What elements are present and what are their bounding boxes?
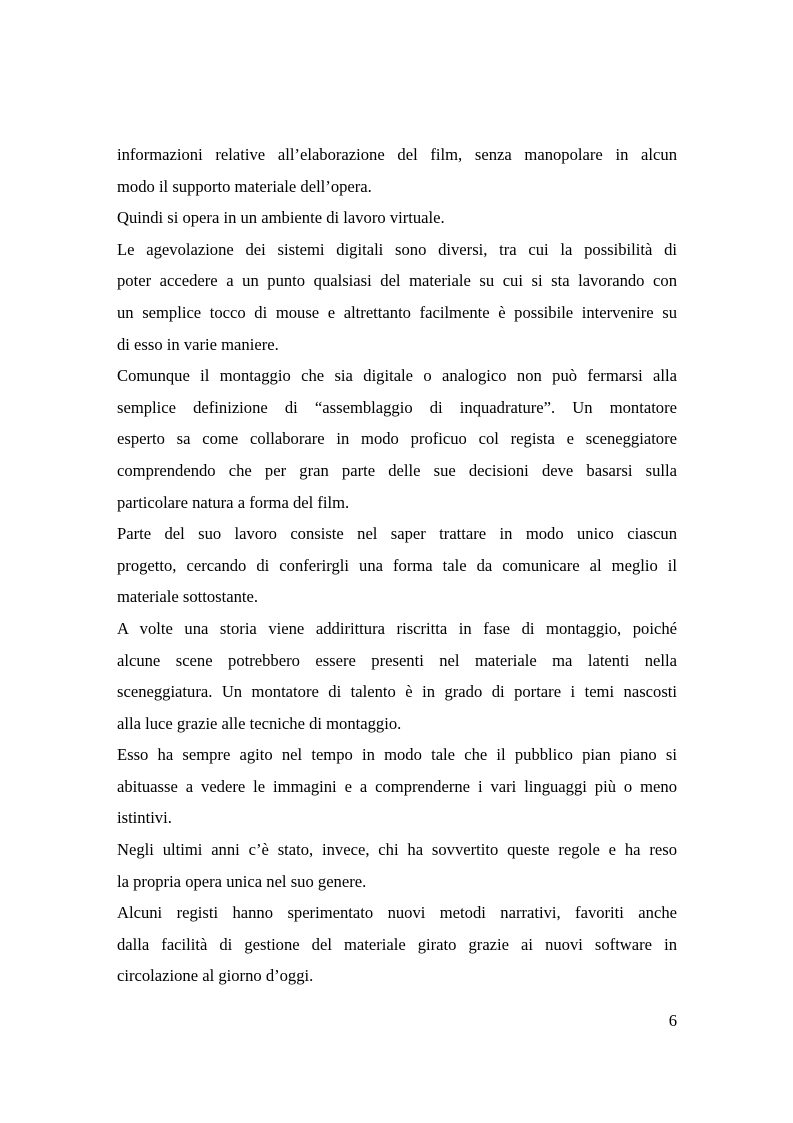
text-line: Quindi si opera in un ambiente di lavoro virtuale. <box>117 208 445 228</box>
text-line: abituasse a vedere le immagini e a comprenderne i vari linguaggi più o meno <box>117 776 677 796</box>
text-line: Le agevolazione dei sistemi digitali sono diversi, tra cui la possibilità di <box>117 239 677 259</box>
text-line: alla luce grazie alle tecniche di montaggio. <box>117 713 402 733</box>
text-line: particolare natura a forma del film. <box>117 492 350 512</box>
text-line: comprendendo che per gran parte delle sue decisioni deve basarsi sulla <box>117 460 677 480</box>
text-line: Esso ha sempre agito nel tempo in modo tale che il pubblico pian piano si <box>117 745 677 765</box>
text-line: semplice definizione di “assemblaggio di inquadrature”. Un montatore <box>117 397 677 417</box>
text-line: informazioni relative all’elaborazione del film, senza manopolare in alcun <box>117 145 677 164</box>
text-line: A volte una storia viene addirittura riscritta in fase di montaggio, poiché <box>117 618 677 638</box>
text-line: materiale sottostante. <box>117 587 258 607</box>
text-line: di esso in varie maniere. <box>117 334 279 354</box>
text-line: Alcuni registi hanno sperimentato nuovi metodi narrativi, favoriti anche <box>117 903 677 923</box>
text-line: istintivi. <box>117 808 172 828</box>
page-number: 6 <box>668 1011 677 1030</box>
text-line: Negli ultimi anni c’è stato, invece, chi ha sovvertito queste regole e ha reso <box>117 840 677 860</box>
text-line: Parte del suo lavoro consiste nel saper trattare in modo unico ciascun <box>117 524 677 544</box>
text-line: esperto sa come collaborare in modo proficuo col regista e sceneggiatore <box>117 429 677 449</box>
text-line: modo il supporto materiale dell’opera. <box>117 176 372 196</box>
text-line: un semplice tocco di mouse e altrettanto facilmente è possibile intervenire su <box>117 302 677 322</box>
text-line: dalla facilità di gestione del materiale girato grazie ai nuovi software in <box>117 934 677 954</box>
text-line: poter accedere a un punto qualsiasi del materiale su cui si sta lavorando con <box>117 271 677 291</box>
text-line: progetto, cercando di conferirgli una forma tale da comunicare al meglio il <box>117 555 677 575</box>
text-line: circolazione al giorno d’oggi. <box>117 966 314 986</box>
text-line: Comunque il montaggio che sia digitale o analogico non può fermarsi alla <box>117 366 677 386</box>
text-line: la propria opera unica nel suo genere. <box>117 871 367 891</box>
text-line: alcune scene potrebbero essere presenti nel materiale ma latenti nella <box>117 650 677 670</box>
text-line: sceneggiatura. Un montatore di talento è in grado di portare i temi nascosti <box>117 682 677 702</box>
document-body <box>117 139 677 992</box>
